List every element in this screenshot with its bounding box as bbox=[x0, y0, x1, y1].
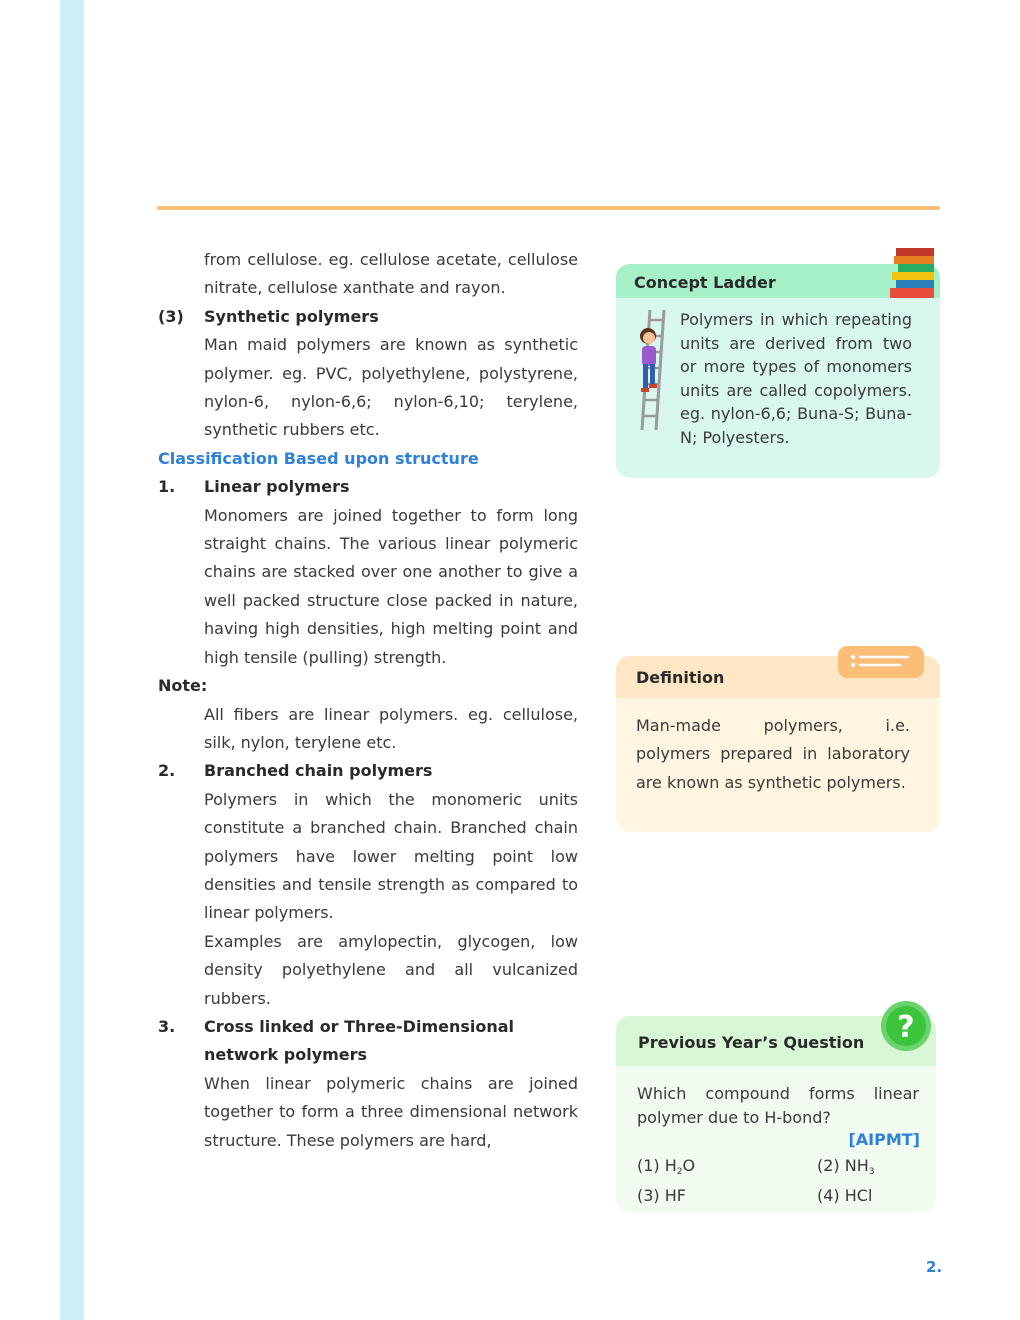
s1-heading-row bbox=[158, 473, 578, 501]
s2-examples: Examples are amylopectin, glycogen, low density polyethylene and all vulcanized rubbers. bbox=[204, 931, 578, 1008]
pyq-title: Previous Year’s Question bbox=[616, 1016, 936, 1066]
s3-heading-row bbox=[158, 1013, 578, 1070]
s2-heading: Branched chain polymers bbox=[204, 761, 433, 781]
books-stack-icon bbox=[886, 246, 938, 302]
s3-heading: Cross linked or Three-Dimensional network polymers bbox=[204, 1016, 515, 1065]
item-3-heading-row bbox=[158, 303, 578, 331]
question-mark-icon bbox=[880, 1000, 932, 1052]
note-body: All fibers are linear polymers. eg. cellulose, silk, nylon, terylene etc. bbox=[204, 704, 578, 752]
s3-number: 3. bbox=[158, 1016, 176, 1036]
note-label: Note: bbox=[158, 676, 208, 696]
concept-ladder-text: Polymers in which repeating units are derived from two or more types of monomers units are called copolymers. eg. nylon-6,6; Buna-S; Buna-N; Polyesters. bbox=[680, 310, 912, 447]
option-2: (2) $NH_3$ bbox=[817, 1156, 875, 1177]
svg-text:?: ? bbox=[897, 1010, 915, 1045]
s1-heading: Linear polymers bbox=[204, 477, 350, 497]
concept-ladder-title: Concept Ladder bbox=[616, 264, 940, 298]
s1-body: Monomers are joined together to form long straight chains. The various linear polymeric chains are stacked over one another to give a well packed structure close packed in nature, having high densities, high melting point and high tensile (pulling) strength. bbox=[204, 505, 578, 667]
item-3-body: Man maid polymers are known as synthetic polymer. eg. PVC, polyethylene, polystyrene, nylon-6, nylon-6,6; nylon-6,10; terylene, synthetic rubbers etc. bbox=[204, 335, 578, 440]
item-3-heading: Synthetic polymers bbox=[204, 306, 379, 326]
option-1: (1) $H_2O$ bbox=[637, 1156, 696, 1177]
main-column bbox=[158, 246, 578, 1155]
pyq-source: [AIPMT] bbox=[848, 1130, 920, 1149]
option-4: (4) HCl bbox=[817, 1186, 873, 1205]
s2-body: Polymers in which the monomeric units constitute a branched chain. Branched chain polymers have lower melting point low densities and tensile strength as compared to linear polymers. bbox=[204, 789, 578, 923]
definition-text: Man-made polymers, i.e. polymers prepared in laboratory are known as synthetic polymers. bbox=[636, 716, 910, 792]
header-rule bbox=[157, 206, 940, 210]
s2-heading-row bbox=[158, 757, 578, 785]
page-number: 2. bbox=[926, 1258, 943, 1276]
s2-number: 2. bbox=[158, 761, 176, 781]
definition-box bbox=[616, 656, 940, 832]
notepad-icon bbox=[838, 646, 924, 678]
intro-paragraph: from cellulose. eg. cellulose acetate, cellulose nitrate, cellulose xanthate and rayon. bbox=[204, 250, 578, 298]
pyq-options bbox=[637, 1154, 919, 1208]
pyq-question: Which compound forms linear polymer due to H-bond? bbox=[637, 1084, 919, 1127]
ladder-girl-icon bbox=[630, 306, 674, 434]
s1-number: 1. bbox=[158, 477, 176, 497]
item-3-number: (3) bbox=[158, 306, 184, 326]
section-heading: Classification Based upon structure bbox=[158, 448, 479, 468]
s3-body: When linear polymeric chains are joined together to form a three dimensional network structure. These polymers are hard, bbox=[204, 1073, 578, 1150]
side-strip bbox=[60, 0, 84, 1320]
definition-title: Definition bbox=[616, 656, 940, 698]
option-3: (3) HF bbox=[637, 1186, 686, 1205]
